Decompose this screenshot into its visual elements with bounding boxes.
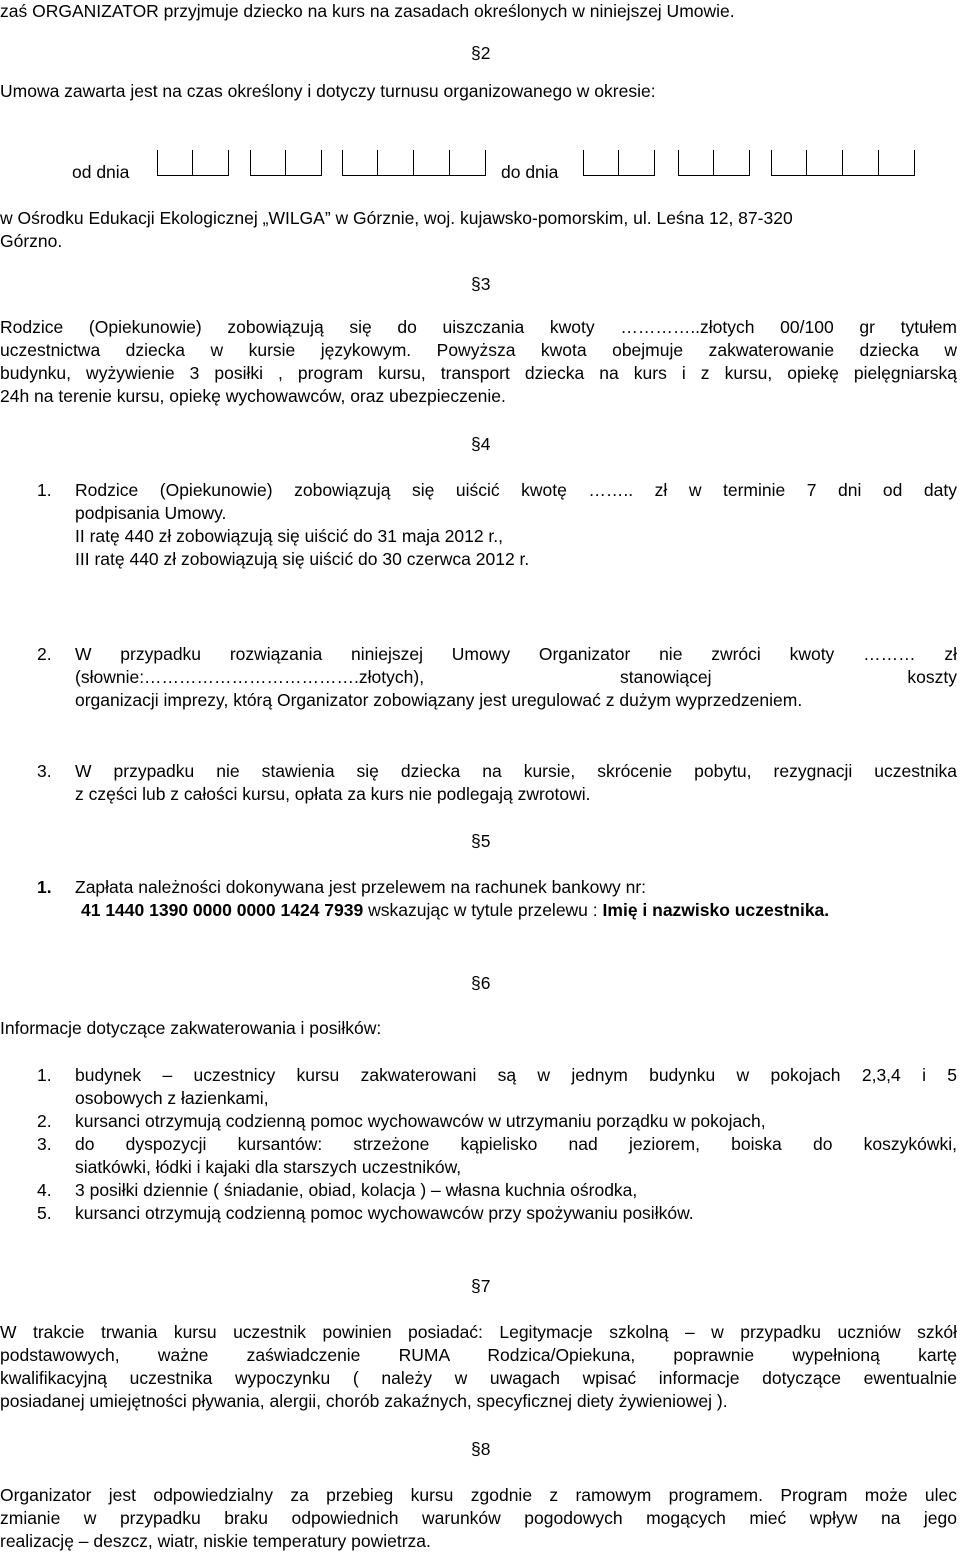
s4-item-3-line-2: z części lub z całości kursu, opłata za kurs nie podlegają zwrotowi. bbox=[75, 784, 591, 804]
section-6-heading: §6 bbox=[471, 973, 491, 993]
to-day-field[interactable] bbox=[583, 150, 655, 176]
section-3-heading: §3 bbox=[471, 274, 491, 294]
bank-account-line bbox=[81, 899, 829, 922]
section-8-line-1: Organizator jest odpowiedzialny za przebieg kursu zgodnie z ramowym programem. Program może ulec bbox=[0, 1485, 957, 1505]
section-7-line-4: posiadanej umiejętności pływania, alergii, chorób zakaźnych, specyficznej diety żywieniowej ). bbox=[0, 1391, 728, 1411]
section-7-heading: §7 bbox=[471, 1276, 491, 1296]
from-month-field[interactable] bbox=[250, 150, 322, 176]
section-3-line-1: Rodzice (Opiekunowie) zobowiązują się do uiszczania kwoty …………..złotych 00/100 gr tytułem bbox=[0, 317, 957, 337]
to-month-field[interactable] bbox=[678, 150, 750, 176]
location-line-1: w Ośrodku Edukacji Ekologicznej „WILGA” w Górznie, woj. kujawsko-pomorskim, ul. Leśna 12, 87-320 bbox=[0, 208, 793, 228]
s6-item-2-number: 2. bbox=[37, 1111, 52, 1131]
s6-item-3-number: 3. bbox=[37, 1134, 52, 1154]
s5-item-1-line-1: Zapłata należności dokonywana jest przelewem na rachunek bankowy nr: bbox=[75, 877, 647, 897]
s4-item-2-line-1: W przypadku rozwiązania niniejszej Umowy Organizator nie zwróci kwoty ……… zł bbox=[75, 644, 957, 664]
section-2-heading: §2 bbox=[471, 43, 491, 63]
transfer-title-value: Imię i nazwisko uczestnika. bbox=[602, 900, 830, 920]
s6-item-1-line-2: osobowych z łazienkami, bbox=[75, 1088, 269, 1108]
section-8-line-3: realizację – deszcz, wiatr, niskie temperatury powietrza. bbox=[0, 1531, 431, 1551]
s6-item-4-number: 4. bbox=[37, 1180, 52, 1200]
from-date-label: od dnia bbox=[72, 162, 130, 182]
s6-item-1-number: 1. bbox=[37, 1065, 52, 1085]
s5-item-1-number: 1. bbox=[37, 877, 52, 897]
s6-item-1-line-1: budynek – uczestnicy kursu zakwaterowani są w jednym budynku w pokojach 2,3,4 i 5 bbox=[75, 1065, 957, 1085]
s4-item-1-line-4: III ratę 440 zł zobowiązują się uiścić do 30 czerwca 2012 r. bbox=[75, 549, 530, 569]
section-7-line-1: W trakcie trwania kursu uczestnik powinien posiadać: Legitymacje szkolną – w przypadku uczniów szkół bbox=[0, 1322, 957, 1342]
section-7-line-3: kwalifikacyjną uczestnika wypoczynku ( należy w uwagach wpisać informacje dotyczące ewentualnie bbox=[0, 1368, 957, 1388]
section-3-line-4: 24h na terenie kursu, opiekę wychowawców, oraz ubezpieczenie. bbox=[0, 386, 506, 406]
from-day-field[interactable] bbox=[157, 150, 229, 176]
s4-item-3-number: 3. bbox=[37, 761, 52, 781]
from-year-field[interactable] bbox=[342, 150, 486, 176]
s4-item-2-line-2: (słownie:……………………………….złotych), stanowiącej koszty bbox=[75, 667, 957, 687]
s6-item-5-line-1: kursanci otrzymują codzienną pomoc wychowawców przy spożywaniu posiłków. bbox=[75, 1203, 694, 1223]
s4-item-1-line-1: Rodzice (Opiekunowie) zobowiązują się uiścić kwotę …….. zł w terminie 7 dni od daty bbox=[75, 480, 957, 500]
section-5-heading: §5 bbox=[471, 831, 491, 851]
section-8-line-2: zmianie w przypadku braku odpowiednich warunków pogodowych mogących mieć wpływ na jego bbox=[0, 1508, 957, 1528]
bank-account-number: 41 1440 1390 0000 0000 1424 7939 bbox=[81, 900, 364, 920]
s6-item-3-line-1: do dyspozycji kursantów: strzeżone kąpielisko nad jeziorem, boiska do koszykówki, bbox=[75, 1134, 957, 1154]
s4-item-1-number: 1. bbox=[37, 480, 52, 500]
section-8-heading: §8 bbox=[471, 1439, 491, 1459]
s4-item-2-number: 2. bbox=[37, 644, 52, 664]
s4-item-2-line-3: organizacji imprezy, którą Organizator zobowiązany jest uregulować z dużym wyprzedzeniem. bbox=[75, 690, 803, 710]
s6-item-4-line-1: 3 posiłki dziennie ( śniadanie, obiad, kolacja ) – własna kuchnia ośrodka, bbox=[75, 1180, 638, 1200]
s4-item-1-line-3: II ratę 440 zł zobowiązują się uiścić do 31 maja 2012 r., bbox=[75, 526, 504, 546]
s4-item-3-line-1: W przypadku nie stawienia się dziecka na kursie, skrócenie pobytu, rezygnacji uczestnika bbox=[75, 761, 957, 781]
section-3-line-3: budynku, wyżywienie 3 posiłki , program kursu, transport dziecka na kurs i z kursu, opiekę pielęgniarską bbox=[0, 363, 957, 383]
to-date-label: do dnia bbox=[501, 162, 559, 182]
section-3-line-2: uczestnictwa dziecka w kursie językowym. Powyższa kwota obejmuje zakwaterowanie dziecka w bbox=[0, 340, 957, 360]
section-7-line-2: podstawowych, ważne zaświadczenie RUMA Rodzica/Opiekuna, poprawnie wypełnioną kartę bbox=[0, 1345, 957, 1365]
section-6-intro: Informacje dotyczące zakwaterowania i posiłków: bbox=[0, 1018, 382, 1038]
intro-line: zaś ORGANIZATOR przyjmuje dziecko na kurs na zasadach określonych w niniejszej Umowie. bbox=[0, 1, 735, 21]
s4-item-1-line-2: podpisania Umowy. bbox=[75, 503, 227, 523]
location-line-2: Górzno. bbox=[0, 231, 63, 251]
section-4-heading: §4 bbox=[471, 434, 491, 454]
section-2-text: Umowa zawarta jest na czas określony i dotyczy turnusu organizowanego w okresie: bbox=[0, 81, 656, 101]
to-year-field[interactable] bbox=[771, 150, 915, 176]
s6-item-5-number: 5. bbox=[37, 1203, 52, 1223]
s6-item-2-line-1: kursanci otrzymują codzienną pomoc wychowawców w utrzymaniu porządku w pokojach, bbox=[75, 1111, 766, 1131]
transfer-title-instruction: wskazując w tytule przelewu : bbox=[368, 900, 598, 920]
s6-item-3-line-2: siatkówki, łódki i kajaki dla starszych uczestników, bbox=[75, 1157, 462, 1177]
